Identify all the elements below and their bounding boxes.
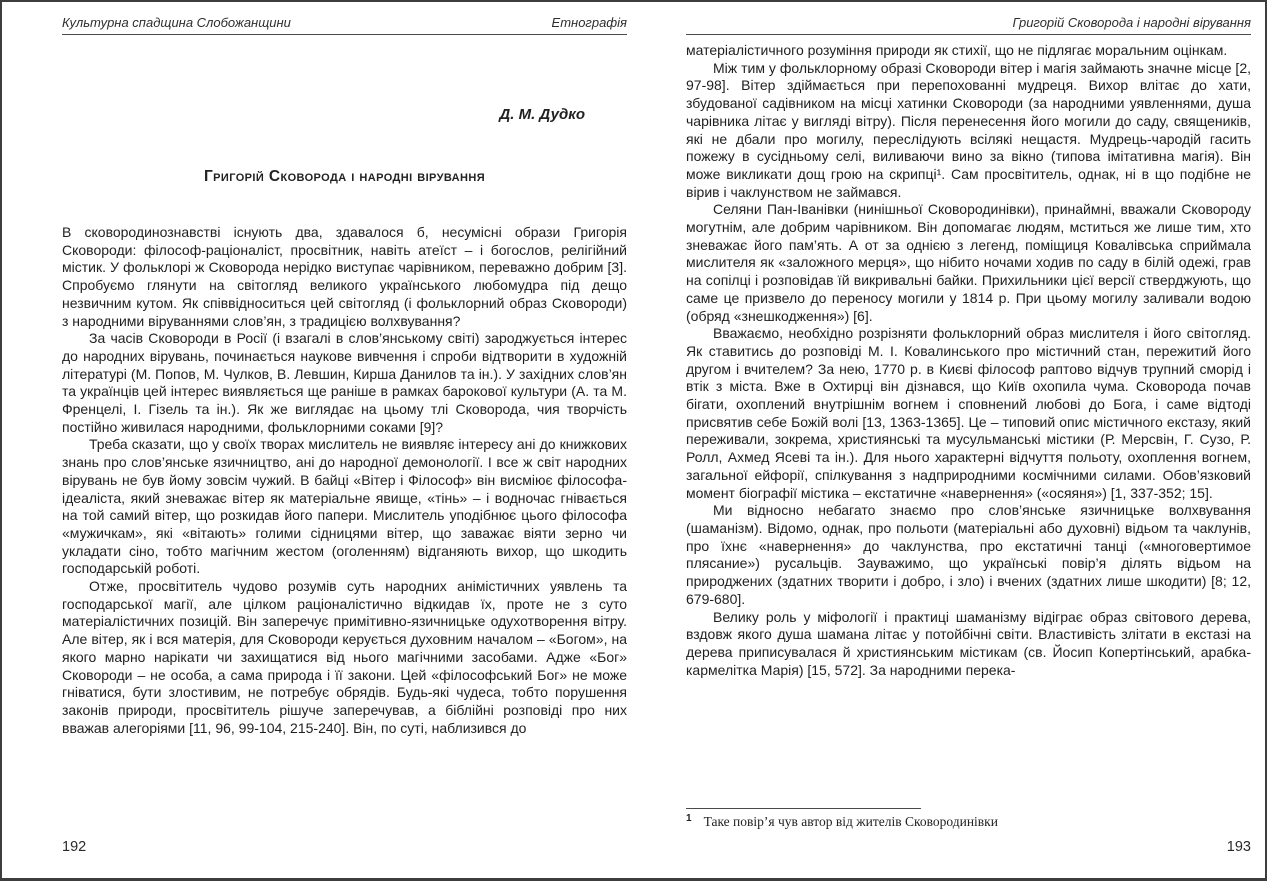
page-number-right: 193: [1226, 839, 1251, 855]
author-name: Д. М. Дудко: [499, 106, 585, 123]
footnote-text: Таке повір’я чув автор від жителів Сковородинівки: [703, 814, 998, 829]
footnote-marker: 1: [686, 813, 692, 824]
running-header-journal-title: Культурна спадщина Слобожанщини: [62, 15, 291, 30]
footnote: [686, 813, 1251, 830]
paragraph: Вважаємо, необхідно розрізняти фольклорний образ мислителя і його світогляд. Як ставитись до розповіді М. І. Ковалинського про містичний стан, пережитий його другом і вчителем? За нею, 1770 р. в Києві філософ раптово відчув трупний сморід і втік з міста. Вже в Охтирці він дізнався, що Київ охопила чума. Сковорода почав бігати, охоплений внутрішнім вогнем і сповнений любові до Бога, і саме відтоді присвятив себе Божій волі [13, 1363-1365]. Це – типовий опис містичного екстазу, який переживали, зокрема, християнські та мусульманські містики (Р. Мерсвін, Г. Сузо, Р. Ролл, Ахмед Ясеві та ін.). Для нього характерні відчуття польоту, охоплення вогнем, загальної ейфорії, спілкування з надприродними космічними силами. Обов’язковий момент біографії містика – екстатичне «навернення» («осяяня») [1, 337-352; 15].: [686, 325, 1251, 501]
paragraph: В сковородинознавстві існують два, здавалося б, несумісні образи Григорія Сковороди: філософ-раціоналіст, просвітник, навіть атеїст – і богослов, релігійний містик. У фольклорі ж Сковорода нерідко виступає чарівником, переважно добрим [3]. Спробуємо глянути на світогляд великого українського любомудра під дещо незвичним кутом. Як співвідноситься цей світогляд (і фольклорний образ Сковороди) з народними віруваннями слов’ян, з традицією волхвування?: [62, 224, 627, 329]
right-page-body: [686, 42, 1251, 804]
footnote-separator-rule: [686, 808, 921, 809]
paragraph: За часів Сковороди в Росії (і взагалі в слов’янському світі) зароджується інтерес до народних вірувань, починається наукове вивчення і спроби відтворити в художній літературі (М. Попов, М. Чулков, В. Левшин, Кирша Данилов та ін.). У західних слов’ян та українців цей інтерес виявляється ще раніше в рамках барокової культури (А. та М. Френцелі, І. Гізель та ін.). Як же виглядає на цьому тлі Сковорода, чия творчість постійно живилася народними, фольклорними соками [9]?: [62, 330, 627, 435]
page-right: [686, 2, 1251, 878]
left-page-body: [62, 224, 627, 820]
paragraph: Між тим у фольклорному образі Сковороди вітер і магія займають значне місце [2, 97-98]. Вітер здіймається при перепохованні мудреця. Вихор влітає до хати, збудованої садівником на місці хатинки Сковороди (за народними уявленнями, душа чарівника літає у вигляді вітру). Після перенесення його могили до саду, священиків, які не дбали про могилу, переслідують всілякі нещастя. Мудрець-чародій гасить пожежу в сусідньому селі, виливаючи вино за вікно (типова імітативна магія). Він може викликати дощ грою на скрипці¹. Сам просвітитель, однак, ні в що подібне не вірив і чаклунством не займався.: [686, 59, 1251, 200]
paragraph: Ми відносно небагато знаємо про слов’янське язичницьке волхвування (шаманізм). Відомо, однак, про польоти (матеріальні або духовні) відьом та чаклунів, про їхнє «навернення» до чаклунства, про екстатичні танці («многовертимое плясание») русальців. Зауважимо, що українські повір’я ділять відьом на природжених (здатних творити і добро, і зло) і вчених (здатних лише шкодити) [8; 12, 679-680].: [686, 502, 1251, 607]
running-header-left-page: [62, 15, 627, 35]
running-header-right-page: [686, 15, 1251, 35]
running-header-section-title: Етнографія: [551, 15, 627, 30]
paragraph: матеріалістичного розуміння природи як стихії, що не підлягає моральним оцінкам.: [686, 42, 1228, 58]
paragraph: Селяни Пан-Іванівки (нинішньої Сковородинівки), принаймні, вважали Сковороду могутнім, але добрим чарівником. Він допомагає людям, мститься же лише тим, хто зневажає його пам’ять. А от за однією з легенд, поміщиця Ковалівська сприймала мислителя як «заложного мерця», що нібито ночами ходив по саду в білій одежі, грав на сопілці і розповідав їй викривальні байки. Прихильники цієї версії стверджують, що саме це призвело до переносу могили у 1814 р. При цьому могилу заливали водою (обряд «знешкодження») [6].: [686, 201, 1251, 324]
running-header-article-title: Григорій Сковорода і народні вірування: [1012, 15, 1251, 30]
paragraph: Отже, просвітитель чудово розумів суть народних анімістичних уявлень та господарської магії, але цілком раціоналістично відкидав їх, проте не з суто матеріалістичних позицій. Він заперечує примітивно-язичницьке одухотворення вітру. Але вітер, як і вся матерія, для Сковороди керується духовним началом – «Богом», на якого марно нарікати чи захищатися від нього магічними засобами. Адже «Бог» Сковороди – не особа, а сама природа і її закони. Цей «філософський Бог» не може гніватися, бути злостивим, не потребує обрядів. Будь-які чудеса, тобто порушення законів природи, просвітитель рішуче заперечував, а біблійні розповіді про них вважав алегоріями [11, 96, 99-104, 215-240]. Він, по суті, наблизився до: [62, 578, 627, 736]
paragraph: Велику роль у міфології і практиці шаманізму відіграє образ світового дерева, вздовж якого душа шамана літає у потойбічні світи. Властивість злітати в екстазі на дерева приписувалася й християнським містикам (св. Йосип Копертінський, арабка-кармелітка Марія) [15, 572]. За народними перека-: [686, 608, 1251, 678]
article-title: Григорій Сковорода і народні вірування: [203, 168, 486, 185]
page-left: [62, 2, 627, 878]
page-number-left: 192: [62, 839, 87, 855]
paragraph: Треба сказати, що у своїх творах мислитель не виявляє інтересу ані до книжкових знань про слов’янське язичництво, ані до народної демонології. І все ж світ народних вірувань не був йому зовсім чужий. В байці «Вітер і Філософ» він висміює філософа-ідеаліста, який зневажає вітер як матеріальне явище, «тінь» – і водночас гнівається на той самий вітер, що розкидав його папери. Мислитель уподібнює цього філософа «мужичкам», які «вітають» голими сідницями вітер, що заважає віяти зерно чи укладати сіно, тобто магічним жестом (оголенням) відганяють вихор, що шкодить господарській роботі.: [62, 436, 627, 577]
